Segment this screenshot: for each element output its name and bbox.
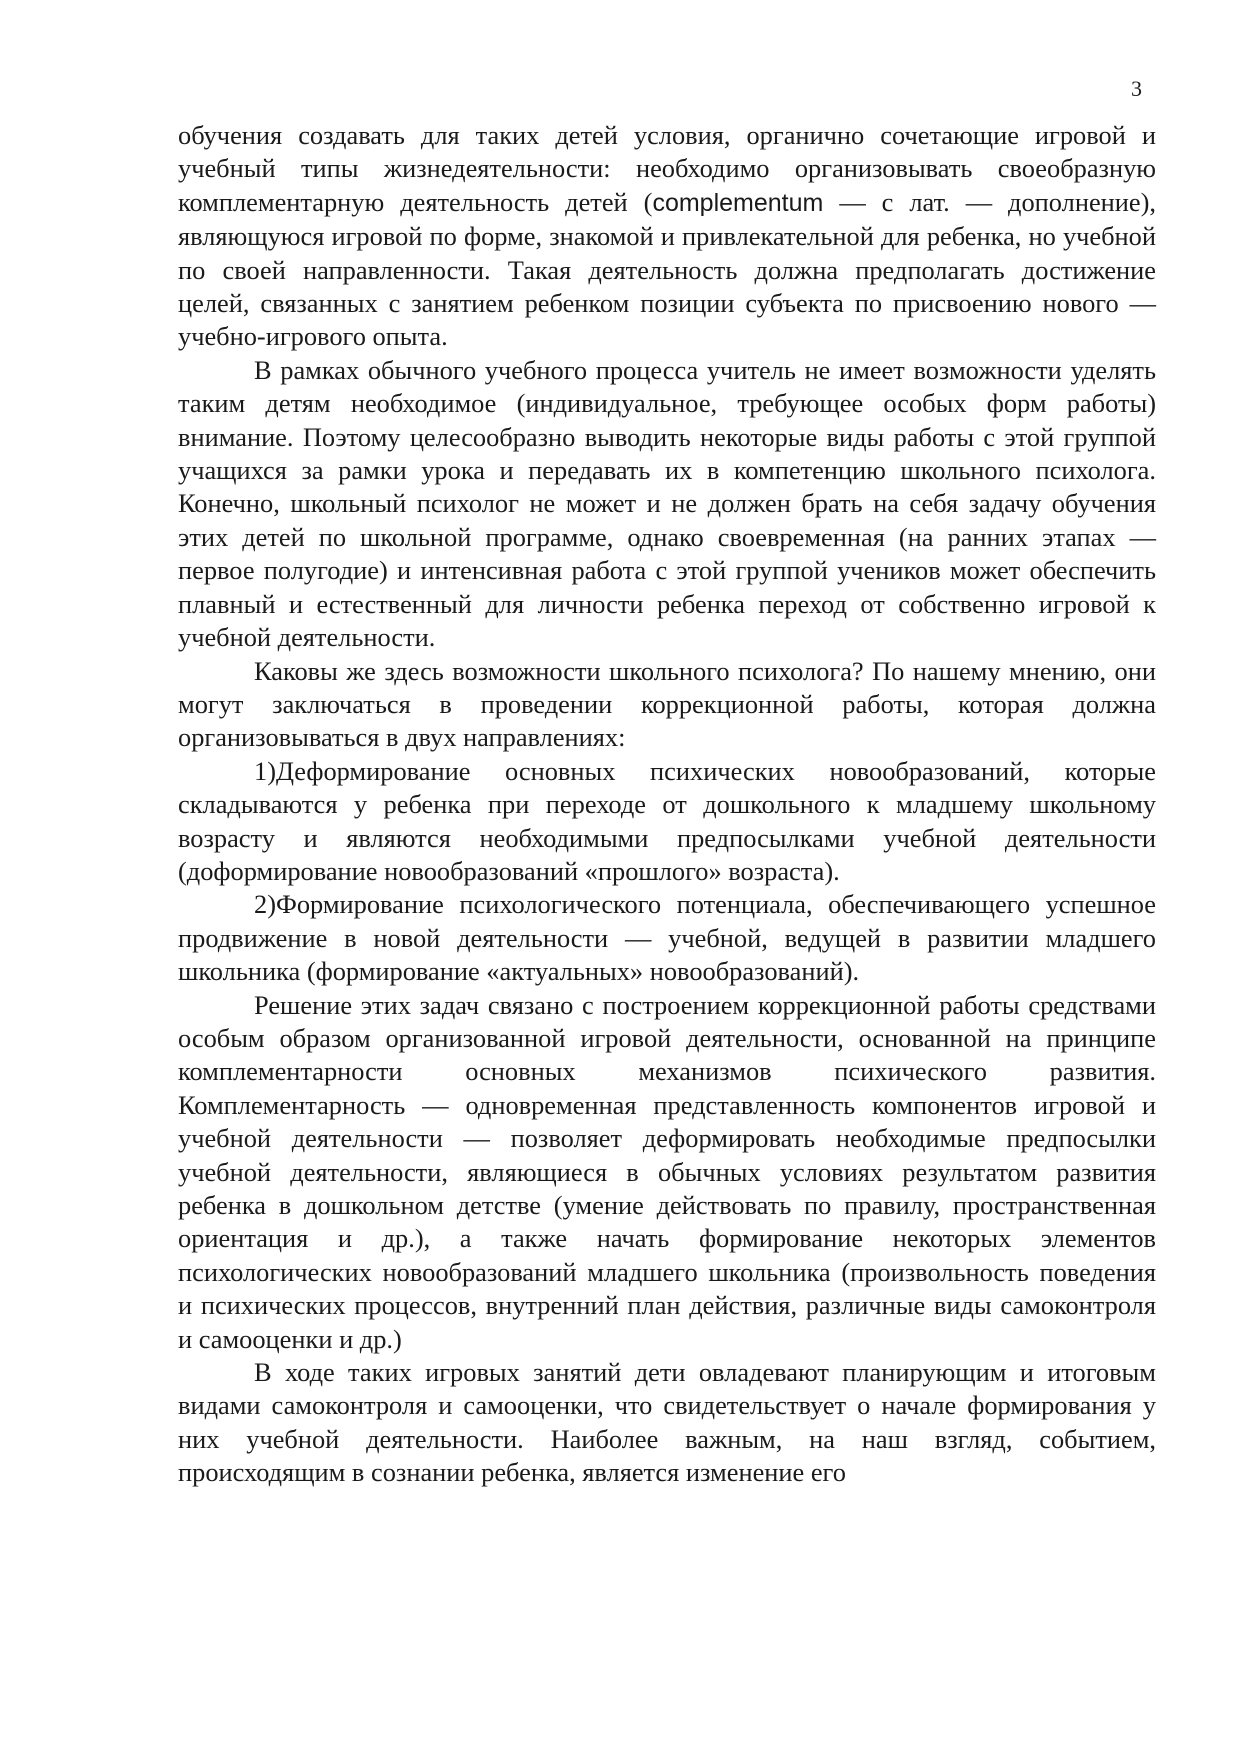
list-item-text: Деформирование основных психических новообразований, которые складываются у ребенка при переходе от дошкольного к младшему школьному возрасту и являются необходимыми предпосылками учебной деятельности (доформирование новообразований «прошлого» возраста). (178, 755, 1156, 886)
latin-term: complementum (652, 188, 824, 217)
paragraph: Каковы же здесь возможности школьного психолога? По нашему мнению, они могут заключаться в проведении коррекционной работы, которая должна организовываться в двух направлениях: (178, 655, 1156, 753)
body-text (178, 119, 1156, 1490)
paragraph: Решение этих задач связано с построением коррекционной работы средствами особым образом организованной игровой деятельности, основанной на принципе комплементарности основных механизмов психического развития. Комплементарность — одновременная представленность компонентов игровой и учебной деятельности — позволяет деформировать необходимые предпосылки учебной деятельности, являющиеся в обычных условиях результатом развития ребенка в дошкольном детстве (умение действовать по правилу, пространственная ориентация и др.), а также начать формирование некоторых элементов психологических новообразований младшего школьника (произвольность поведения и психических процессов, внутренний план действия, различные виды самоконтроля и самооценки и др.) (178, 989, 1156, 1354)
list-item-text: Формирование психологического потенциала, обеспечивающего успешное продвижение в новой деятельности — учебной, ведущей в развитии младшего школьника (формирование «актуальных» новообразований). (178, 889, 1156, 987)
page-number: 3 (1131, 76, 1142, 101)
paragraph: В рамках обычного учебного процесса учитель не имеет возможности уделять таким детям необходимое (индивидуальное, требующее особых форм работы) внимание. Поэтому целесообразно выводить некоторые виды работы с этой группой учащихся за рамки урока и передавать их в компетенцию школьного психолога. Конечно, школьный психолог не может и не должен брать на себя задачу обучения этих детей по школьной программе, однако своевременная (на ранних этапах — первое полугодие) и интенсивная работа с этой группой учеников может обеспечить плавный и естественный для личности ребенка переход от собственно игровой к учебной деятельности. (178, 354, 1156, 653)
list-item (178, 755, 1156, 889)
list-item (178, 888, 1156, 988)
paragraph-text: — с лат. — дополнение), являющуюся игровой по форме, знакомой и привлекательной для ребенка, но учебной по своей направленности. Такая деятельность должна предполагать достижение целей, связанных с занятием ребенком позиции субъекта по присвоению нового — учебно-игрового опыта. (178, 186, 1157, 352)
paragraph-continuation (178, 119, 1156, 354)
paragraph-text: обучения создавать для таких детей условия, органично сочетающие игровой и учебный типы жизнедеятельности: необходимо организовывать своеобразную комплементарную деятельность детей ( (178, 120, 1156, 217)
list-marker: 1) (254, 755, 276, 786)
paragraph: В ходе таких игровых занятий дети овладевают планирующим и итоговым видами самоконтроля и самооценки, что свидетельствует о начале формирования у них учебной деятельности. Наиболее важным, на наш взгляд, событием, происходящим в сознании ребенка, является изменение его (178, 1357, 1156, 1488)
list-marker: 2) (254, 889, 276, 920)
